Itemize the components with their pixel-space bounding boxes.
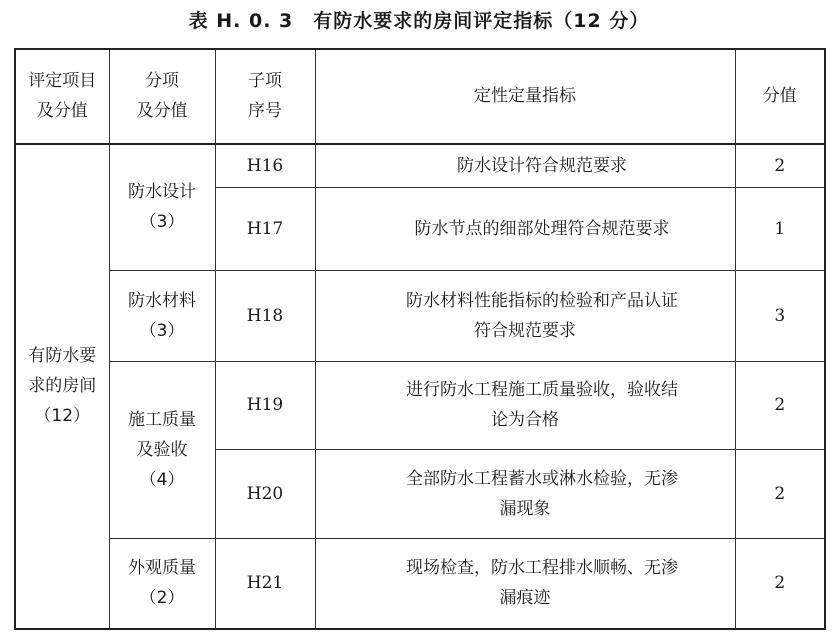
score-cell: 2 <box>735 361 825 450</box>
table-row <box>15 144 825 188</box>
header-indicator: 定性定量指标 <box>315 49 735 144</box>
header-row <box>15 49 825 144</box>
indicator-cell: 全部防水工程蓄水或淋水检验，无渗 漏现象 <box>315 450 735 539</box>
indicator-cell: 现场检查，防水工程排水顺畅、无渗 漏痕迹 <box>315 538 735 629</box>
indicator-cell: 进行防水工程施工质量验收，验收结 论为合格 <box>315 361 735 450</box>
item-cell: 有防水要 求的房间 （12） <box>15 144 109 629</box>
code-cell: H16 <box>215 144 315 188</box>
header-item: 评定项目 及分值 <box>15 49 109 144</box>
score-cell: 2 <box>735 144 825 188</box>
header-code: 子项 序号 <box>215 49 315 144</box>
code-cell: H21 <box>215 538 315 629</box>
group-cell-design: 防水设计 （3） <box>109 144 215 271</box>
group-cell-material: 防水材料 （3） <box>109 271 215 362</box>
score-cell: 1 <box>735 188 825 271</box>
group-cell-construction: 施工质量 及验收 （4） <box>109 361 215 538</box>
score-cell: 2 <box>735 538 825 629</box>
score-cell: 3 <box>735 271 825 362</box>
code-cell: H20 <box>215 450 315 539</box>
table-row <box>15 361 825 450</box>
header-group: 分项 及分值 <box>109 49 215 144</box>
indicator-cell: 防水设计符合规范要求 <box>315 144 735 188</box>
table-title: 表 H. 0. 3 有防水要求的房间评定指标（12 分） <box>188 10 650 32</box>
evaluation-table <box>14 48 826 630</box>
indicator-cell: 防水节点的细部处理符合规范要求 <box>315 188 735 271</box>
score-cell: 2 <box>735 450 825 539</box>
code-cell: H19 <box>215 361 315 450</box>
table-row <box>15 271 825 362</box>
group-cell-appearance: 外观质量 （2） <box>109 538 215 629</box>
table-row <box>15 538 825 629</box>
indicator-cell: 防水材料性能指标的检验和产品认证 符合规范要求 <box>315 271 735 362</box>
code-cell: H17 <box>215 188 315 271</box>
code-cell: H18 <box>215 271 315 362</box>
header-score: 分值 <box>735 49 825 144</box>
